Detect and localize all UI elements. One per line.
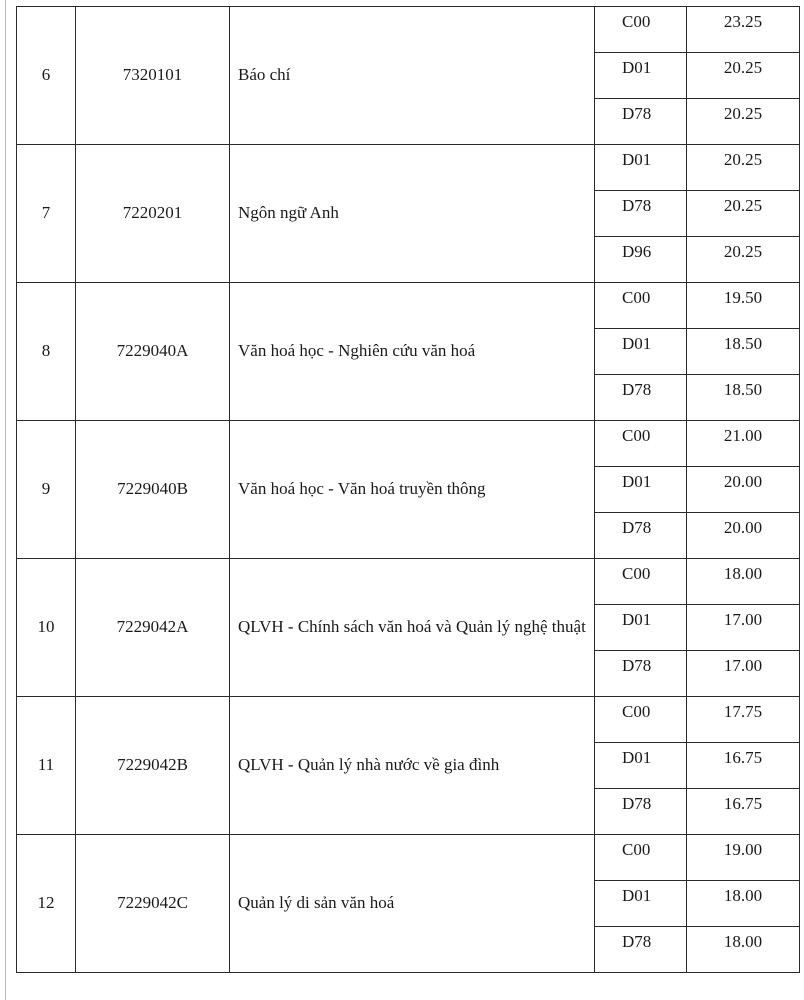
page-edge-line: [5, 0, 6, 1000]
admission-score-table: [16, 6, 800, 973]
table-body: [17, 7, 800, 973]
row-number-cell: 9: [17, 421, 76, 559]
admission-score-cell: 18.00: [687, 881, 800, 927]
subject-combination-cell: D96: [595, 237, 687, 283]
subject-combination-cell: D78: [595, 651, 687, 697]
subject-combination-cell: D01: [595, 329, 687, 375]
subject-combination-cell: D01: [595, 467, 687, 513]
major-name-cell: QLVH - Quản lý nhà nước về gia đình: [230, 697, 595, 835]
subject-combination-cell: C00: [595, 835, 687, 881]
major-code-cell: 7229042B: [76, 697, 230, 835]
table-row: [17, 421, 800, 467]
admission-score-cell: 20.00: [687, 467, 800, 513]
major-code-cell: 7320101: [76, 7, 230, 145]
table-row: [17, 7, 800, 53]
row-number-cell: 11: [17, 697, 76, 835]
subject-combination-cell: C00: [595, 421, 687, 467]
admission-score-cell: 18.00: [687, 559, 800, 605]
table-row: [17, 559, 800, 605]
subject-combination-cell: C00: [595, 7, 687, 53]
major-code-cell: 7229042C: [76, 835, 230, 973]
subject-combination-cell: D78: [595, 927, 687, 973]
admission-score-cell: 18.50: [687, 329, 800, 375]
major-code-cell: 7220201: [76, 145, 230, 283]
admission-score-cell: 17.75: [687, 697, 800, 743]
subject-combination-cell: D78: [595, 375, 687, 421]
admission-score-cell: 16.75: [687, 789, 800, 835]
table-row: [17, 835, 800, 881]
subject-combination-cell: D01: [595, 881, 687, 927]
major-name-cell: Ngôn ngữ Anh: [230, 145, 595, 283]
admission-score-cell: 20.00: [687, 513, 800, 559]
subject-combination-cell: D01: [595, 53, 687, 99]
table-row: [17, 145, 800, 191]
admission-score-cell: 18.00: [687, 927, 800, 973]
subject-combination-cell: D78: [595, 191, 687, 237]
major-name-cell: Quản lý di sản văn hoá: [230, 835, 595, 973]
admission-score-cell: 16.75: [687, 743, 800, 789]
subject-combination-cell: D01: [595, 605, 687, 651]
admission-score-cell: 21.00: [687, 421, 800, 467]
admission-score-cell: 23.25: [687, 7, 800, 53]
admission-score-cell: 20.25: [687, 145, 800, 191]
row-number-cell: 6: [17, 7, 76, 145]
major-name-cell: QLVH - Chính sách văn hoá và Quản lý nghệ thuật: [230, 559, 595, 697]
subject-combination-cell: C00: [595, 697, 687, 743]
admission-score-cell: 20.25: [687, 99, 800, 145]
row-number-cell: 10: [17, 559, 76, 697]
subject-combination-cell: C00: [595, 559, 687, 605]
admission-score-cell: 19.00: [687, 835, 800, 881]
admission-score-cell: 17.00: [687, 605, 800, 651]
major-code-cell: 7229040A: [76, 283, 230, 421]
major-code-cell: 7229040B: [76, 421, 230, 559]
major-name-cell: Văn hoá học - Nghiên cứu văn hoá: [230, 283, 595, 421]
row-number-cell: 8: [17, 283, 76, 421]
subject-combination-cell: C00: [595, 283, 687, 329]
table-row: [17, 283, 800, 329]
admission-score-cell: 17.00: [687, 651, 800, 697]
subject-combination-cell: D78: [595, 99, 687, 145]
table-row: [17, 697, 800, 743]
row-number-cell: 7: [17, 145, 76, 283]
major-name-cell: Báo chí: [230, 7, 595, 145]
subject-combination-cell: D01: [595, 743, 687, 789]
admission-score-cell: 20.25: [687, 237, 800, 283]
admission-score-cell: 19.50: [687, 283, 800, 329]
subject-combination-cell: D78: [595, 513, 687, 559]
subject-combination-cell: D01: [595, 145, 687, 191]
admission-score-cell: 20.25: [687, 191, 800, 237]
major-code-cell: 7229042A: [76, 559, 230, 697]
admission-score-cell: 18.50: [687, 375, 800, 421]
row-number-cell: 12: [17, 835, 76, 973]
major-name-cell: Văn hoá học - Văn hoá truyền thông: [230, 421, 595, 559]
admission-score-cell: 20.25: [687, 53, 800, 99]
subject-combination-cell: D78: [595, 789, 687, 835]
